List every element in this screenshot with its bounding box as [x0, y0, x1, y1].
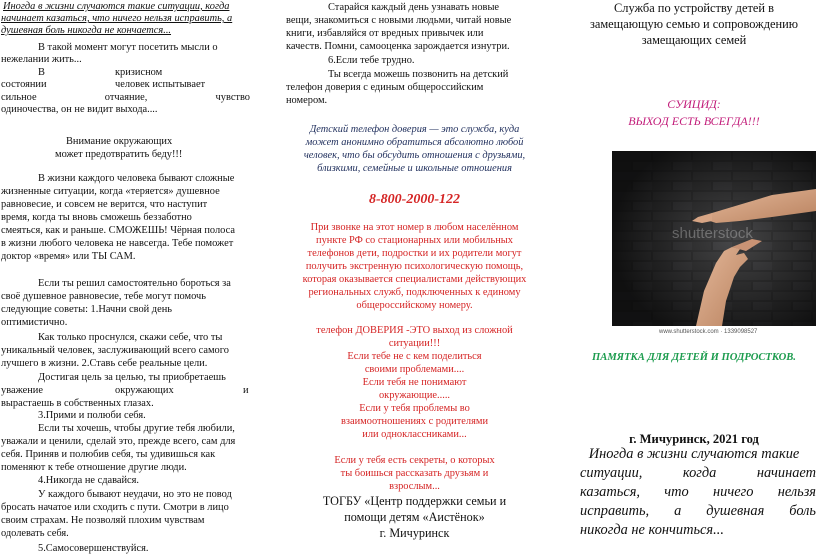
p1-line-2: нежелании жить... — [1, 54, 82, 65]
p6-word-and: и — [243, 385, 249, 396]
p6-word-respect: уважение — [1, 385, 43, 396]
p1-line-1: В такой момент могут посетить мысли о — [38, 42, 218, 53]
p2-line-3: сильное отчаяние, чувство — [1, 92, 250, 103]
c2-red-line-5: которая оказывается специалистами действующих — [302, 274, 527, 285]
c2-red-line-2: пункте РФ со стационарных или мобильных — [316, 235, 513, 246]
p10-line-1: У каждого бывают неудачи, но это не повод — [38, 489, 232, 500]
p3-line-3: равновесие, и совсем не верится, что наступит — [1, 199, 208, 210]
p8-line-4: поменяют к тебе отношение другие люди. — [1, 462, 187, 473]
p3-line-7: доктор «время» или ТЫ САМ. — [1, 251, 136, 262]
intro-line-1: Иногда в жизни случаются такие ситуации, когда — [3, 1, 230, 12]
c2-p3-line-1: Ты всегда можешь позвонить на детский — [328, 69, 509, 80]
p2-word-v: В — [38, 67, 45, 78]
hotline-number: 8-800-2000-122 — [369, 192, 460, 207]
title-line-1: СУИЦИД: — [667, 97, 721, 111]
p4-line-3: следующие советы: 1.Начни свой день — [1, 304, 172, 315]
closing-line-2: ситуации, когда начинает — [580, 465, 816, 481]
p10-line-2: бросать начатое или сходить с пути. Смотри в лицо — [1, 502, 229, 513]
p7-heading: 3.Прими и полюби себя. — [38, 410, 146, 421]
c2-trust-line-7: Если у тебя проблемы во — [359, 403, 470, 414]
c2-red-line-7: общероссийскому номеру. — [356, 300, 473, 311]
hands-photo — [612, 151, 816, 326]
p3-line-6: в жизни любого человека не навсегда. Тебе поможет — [1, 238, 234, 249]
p9-heading: 4.Никогда не сдавайся. — [38, 475, 140, 486]
c2-secrets-line-1: Если у тебя есть секреты, о которых — [334, 455, 495, 466]
c2-trust-line-6: окружающие..... — [378, 390, 451, 401]
p6-word-others: окружающих — [115, 385, 174, 396]
c2-trust-line-2: ситуации!!! — [388, 338, 441, 349]
c2-secrets-line-2: ты боишься рассказать друзьям и — [340, 468, 489, 479]
c2-p3-line-3: номером. — [286, 95, 328, 106]
p10-line-4: одолевать себя. — [1, 528, 69, 539]
column-middle — [283, 0, 546, 556]
photo-caption: www.shutterstock.com · 1339098527 — [659, 329, 758, 335]
column-right — [572, 0, 816, 556]
p6-line-1: Достигая цель за целью, ты приобретаешь — [38, 372, 226, 383]
p3-line-2: жизненные ситуации, когда «теряется» душевное — [1, 186, 220, 197]
c2-p2-heading: 6.Если тебе трудно. — [328, 55, 415, 66]
c2-p1-line-4: качеств. Помни, самооценка зарождается изнутри. — [286, 41, 510, 52]
c2-red-line-1: При звонке на этот номер в любом населённом — [310, 222, 519, 233]
p2-word-state: состоянии — [1, 79, 47, 90]
org-line-1: ТОГБУ «Центр поддержки семьи и — [322, 494, 507, 508]
c2-p1-line-2: вещи, знакомиться с новыми людьми, читай новые — [286, 15, 512, 26]
c2-trust-line-8: взаимоотношениях с родителями — [340, 416, 489, 427]
photo-watermark: shutterstock — [672, 225, 753, 242]
p3-line-4: время, когда ты вновь сможешь беззаботно — [1, 212, 192, 223]
closing-line-3: казаться, что ничего нельзя — [580, 484, 816, 500]
intro-line-2: начинает казаться, что ничего нельзя исправить, а — [1, 13, 233, 24]
c2-secrets-line-3: взрослым... — [389, 481, 440, 492]
attention-line-2: может предотвратить беду!!! — [55, 149, 183, 160]
c2-trust-line-3: Если тебе не с кем поделиться — [347, 351, 482, 362]
c2-p3-line-2: телефон доверия с единым общероссийским — [286, 82, 484, 93]
p5-line-3: лучшего в жизни. 2.Ставь себе реальные цели. — [1, 358, 208, 369]
org-line-3: г. Мичуринск — [379, 526, 450, 540]
p3-line-1: В жизни каждого человека бывают сложные — [38, 173, 235, 184]
c2-trust-line-5: Если тебя не понимают — [362, 377, 467, 388]
p10-line-3: своим страхам. Не позволяй плохим чувствам — [1, 515, 205, 526]
c2-trust-line-4: своими проблемами.... — [364, 364, 465, 375]
c2-italic-line-4: близкими, семейные и школьные отношения — [317, 163, 512, 174]
c2-trust-line-1: телефон ДОВЕРИЯ -ЭТО выход из сложной — [316, 325, 513, 336]
p2-word-crisis: кризисном — [115, 67, 163, 78]
c2-italic-line-2: может анонимно обратиться абсолютно любой — [305, 137, 524, 148]
c2-red-line-3: телефонов дети, подростки и их родители могут — [307, 248, 522, 259]
p2-line-4: одиночества, он не видит выхода.... — [1, 104, 158, 115]
p2-word-person: человек испытывает — [115, 79, 206, 90]
service-line-1: Служба по устройству детей в — [614, 1, 774, 15]
c2-italic-line-3: человек, что бы обсудить отношения с друзьями, — [303, 150, 526, 161]
intro-line-3: душевная боль никогда не кончается... — [1, 25, 172, 36]
column-left — [0, 0, 252, 556]
title-line-2: ВЫХОД ЕСТЬ ВСЕГДА!!! — [628, 114, 760, 128]
p8-line-2: уважали и ценили, сделай это, прежде всего, сам для — [1, 436, 236, 447]
memo-heading: ПАМЯТКА ДЛЯ ДЕТЕЙ И ПОДРОСТКОВ. — [592, 352, 796, 363]
p8-line-1: Если ты хочешь, чтобы другие тебя любили, — [38, 423, 235, 434]
closing-line-1: Иногда в жизни случаются такие — [588, 446, 800, 462]
c2-italic-line-1: Детский телефон доверия — это служба, куда — [309, 124, 520, 135]
p6-line-3: вырастаешь в собственных глазах. — [1, 398, 154, 409]
service-line-3: замещающих семей — [641, 33, 747, 47]
c2-p1-line-1: Старайся каждый день узнавать новые — [328, 2, 500, 13]
c2-red-line-6: региональных служб, подключенных к единому — [308, 287, 521, 298]
service-line-2: замещающую семью и сопровождению — [589, 17, 799, 31]
org-line-2: помощи детям «Аистёнок» — [344, 510, 485, 524]
closing-line-5: никогда не кончиться... — [580, 522, 724, 538]
c2-red-line-4: получить экстренную психологическую помощь, — [305, 261, 524, 272]
p4-line-4: оптимистично. — [1, 317, 68, 328]
c2-p1-line-3: книги, избавляйся от вредных привычек или — [286, 28, 484, 39]
p11-heading: 5.Самосовершенствуйся. — [38, 543, 149, 554]
p3-line-5: смеяться, как и раньше. СМОЖЕШЬ! Чёрная полоса — [1, 225, 235, 236]
p8-line-3: себя. Приняв и полюбив себя, ты удивишься как — [1, 449, 216, 460]
p5-line-2: уникальный человек, заслуживающий всего самого — [1, 345, 229, 356]
p4-line-2: своё душевное равновесие, тебе могут помочь — [1, 291, 207, 302]
city-year: г. Мичуринск, 2021 год — [629, 432, 759, 446]
attention-line-1: Внимание окружающих — [66, 136, 173, 147]
p5-line-1: Как только проснулся, скажи себе, что ты — [38, 332, 223, 343]
closing-line-4: исправить, а душевная боль — [580, 503, 816, 519]
p4-line-1: Если ты решил самостоятельно бороться за — [38, 278, 231, 289]
c2-trust-line-9: или одноклассниками... — [362, 429, 467, 440]
